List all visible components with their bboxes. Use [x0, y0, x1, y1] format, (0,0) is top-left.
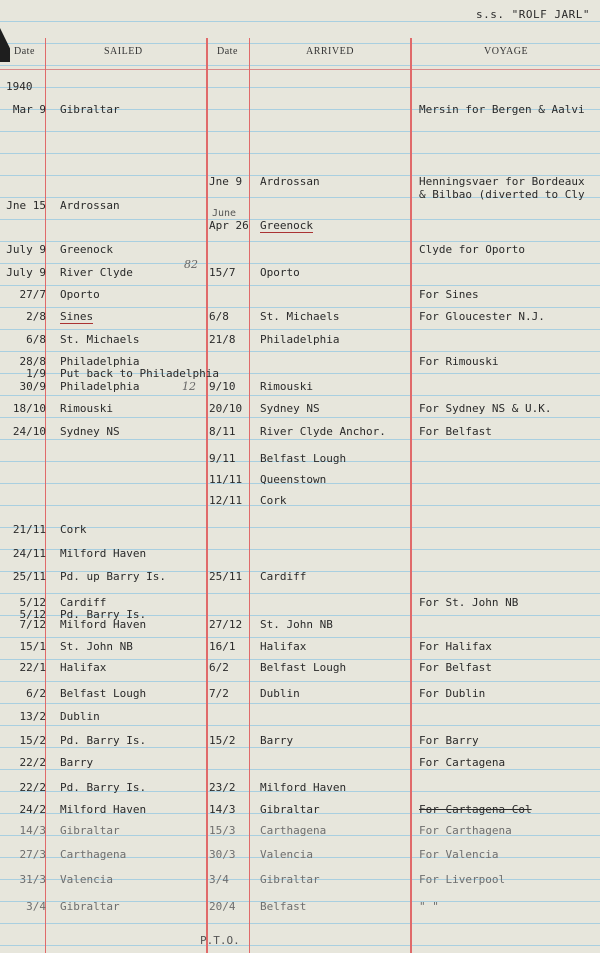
log-row	[0, 687, 600, 705]
sailed-date: 25/11	[12, 570, 46, 583]
sailed-port: Halifax	[60, 661, 107, 674]
log-row	[0, 873, 600, 891]
header-sailed: SAILED	[104, 46, 143, 57]
sailed-port: Ardrossan	[60, 199, 120, 212]
sailed-port: Carthagena	[60, 848, 127, 861]
arrived-date: Apr 26	[209, 219, 249, 232]
voyage-note: For Belfast	[419, 425, 492, 438]
log-row	[0, 219, 600, 237]
sailed-date: 28/8	[19, 355, 46, 368]
arrived-date: 20/10	[209, 402, 243, 415]
arrived-port: Oporto	[260, 266, 300, 279]
sailed-date: 6/8	[26, 333, 46, 346]
page-footer: P.T.O.	[200, 934, 240, 947]
arrived-date: 12/11	[209, 494, 243, 507]
sailed-port: Philadelphia	[60, 355, 140, 368]
arrived-port: Dublin	[260, 687, 300, 700]
header-arrived: ARRIVED	[306, 46, 354, 57]
arrived-date: 6/8	[209, 310, 229, 323]
pencil-mark: 82	[184, 258, 198, 271]
june-note: June	[212, 208, 237, 219]
sailed-port: St. John NB	[60, 640, 133, 653]
log-row	[0, 547, 600, 565]
arrived-port: Rimouski	[260, 380, 313, 393]
sailed-date: 22/2	[19, 781, 46, 794]
voyage-note: For Cartagena	[419, 756, 506, 769]
arrived-port: Valencia	[260, 848, 313, 861]
header-voyage: VOYAGE	[484, 46, 529, 57]
arrived-port: Belfast Lough	[260, 452, 347, 465]
log-row	[0, 473, 600, 491]
sailed-date: 5/12	[19, 596, 46, 609]
sailed-date: 6/2	[26, 687, 46, 700]
sailed-port: Gibraltar	[60, 900, 120, 913]
arrived-date: 15/3	[209, 824, 236, 837]
log-row	[0, 710, 600, 728]
sailed-date: 31/3	[19, 873, 46, 886]
arrived-port: Philadelphia	[260, 333, 340, 346]
arrived-port: Carthagena	[260, 824, 327, 837]
arrived-port: Belfast Lough	[260, 661, 347, 674]
log-row	[0, 494, 600, 512]
arrived-port: Queenstown	[260, 473, 327, 486]
sailed-date: 27/7	[19, 288, 46, 301]
arrived-port: St. Michaels	[260, 310, 340, 323]
arrived-date: 15/7	[209, 266, 236, 279]
voyage-note: & Bilbao (diverted to Cly	[419, 188, 585, 201]
sailed-port: Oporto	[60, 288, 100, 301]
arrived-date: 8/11	[209, 425, 236, 438]
voyage-note: For St. John NB	[419, 596, 519, 609]
sailed-date: 24/11	[12, 547, 46, 560]
arrived-date: 30/3	[209, 848, 236, 861]
arrived-date: 9/11	[209, 452, 236, 465]
log-row	[0, 425, 600, 443]
log-row	[0, 640, 600, 658]
log-row	[0, 824, 600, 842]
sailed-port: Cardiff	[60, 596, 107, 609]
sailed-port: Pd. Barry Is.	[60, 781, 147, 794]
sailed-date: 1/9	[26, 367, 46, 380]
sailed-date: 5/12	[19, 608, 46, 621]
pencil-mark: 12	[182, 380, 196, 393]
arrived-port: Belfast	[260, 900, 307, 913]
sailed-date: Mar 9	[12, 103, 46, 116]
arrived-port: St. John NB	[260, 618, 333, 631]
arrived-date: 9/10	[209, 380, 236, 393]
voyage-note: For Sines	[419, 288, 479, 301]
arrived-date: 21/8	[209, 333, 236, 346]
sailed-date: 13/2	[19, 710, 46, 723]
voyage-note: For Dublin	[419, 687, 486, 700]
arrived-date: 11/11	[209, 473, 243, 486]
voyage-note: For Gloucester N.J.	[419, 310, 545, 323]
arrived-port: Cardiff	[260, 570, 307, 583]
sailed-port: Sydney NS	[60, 425, 120, 438]
log-row	[0, 734, 600, 752]
arrived-port: Ardrossan	[260, 175, 320, 188]
voyage-note: For Belfast	[419, 661, 492, 674]
sailed-date: 22/1	[19, 661, 46, 674]
sailed-port: Milford Haven	[60, 618, 147, 631]
sailed-port: Belfast Lough	[60, 687, 147, 700]
sailed-port: Rimouski	[60, 402, 113, 415]
sailed-date: 24/10	[12, 425, 46, 438]
arrived-date: 14/3	[209, 803, 236, 816]
sailed-date: 14/3	[19, 824, 46, 837]
log-row	[0, 618, 600, 636]
sailed-port: Dublin	[60, 710, 100, 723]
arrived-date: 6/2	[209, 661, 229, 674]
arrived-port: Sydney NS	[260, 402, 320, 415]
log-row	[0, 452, 600, 470]
arrived-port: Cork	[260, 494, 287, 507]
log-row	[0, 803, 600, 821]
sailed-date: Jne 15	[6, 199, 46, 212]
sailed-date: 30/9	[19, 380, 46, 393]
log-row	[0, 848, 600, 866]
sailed-port: Sines	[60, 310, 94, 323]
voyage-note: Henningsvaer for Bordeaux	[419, 175, 585, 188]
sailed-port: Gibraltar	[60, 824, 120, 837]
voyage-note: For Halifax	[419, 640, 492, 653]
log-row	[0, 900, 600, 918]
sailed-port: Pd. Barry Is.	[60, 608, 147, 621]
arrived-date: 16/1	[209, 640, 236, 653]
header-date-arrived: Date	[217, 46, 238, 57]
voyage-note: Clyde for Oporto	[419, 243, 525, 256]
sailed-date: 27/3	[19, 848, 46, 861]
log-row	[0, 402, 600, 420]
log-row	[0, 570, 600, 588]
year-label: 1940	[6, 80, 33, 93]
sailed-date: 18/10	[12, 402, 46, 415]
arrived-date: 23/2	[209, 781, 236, 794]
voyage-note: For Barry	[419, 734, 479, 747]
arrived-port: Barry	[260, 734, 294, 747]
voyage-note: For Liverpool	[419, 873, 506, 886]
arrived-port: River Clyde Anchor.	[260, 425, 386, 438]
sailed-date: July 9	[6, 243, 46, 256]
voyage-note: For Carthagena	[419, 824, 512, 837]
sailed-port: Pd. up Barry Is.	[60, 570, 166, 583]
arrived-date: 27/12	[209, 618, 243, 631]
arrived-port: Gibraltar	[260, 873, 320, 886]
voyage-note: For Cartagena Col	[419, 803, 532, 816]
sailed-port: Barry	[60, 756, 94, 769]
log-row	[0, 781, 600, 799]
sailed-port: Gibraltar	[60, 103, 120, 116]
log-row	[0, 288, 600, 306]
sailed-date: 15/2	[19, 734, 46, 747]
sailed-port: Pd. Barry Is.	[60, 734, 147, 747]
log-row	[0, 333, 600, 351]
arrived-date: 3/4	[209, 873, 229, 886]
voyage-note: For Rimouski	[419, 355, 499, 368]
sailed-port: Philadelphia	[60, 380, 140, 393]
sailed-port: Put back to Philadelphia	[60, 367, 219, 380]
sailed-date: 15/1	[19, 640, 46, 653]
arrived-date: Jne 9	[209, 175, 243, 188]
sailed-port: Milford Haven	[60, 547, 147, 560]
sailed-date: 24/2	[19, 803, 46, 816]
sailed-port: Greenock	[60, 243, 113, 256]
arrived-date: 25/11	[209, 570, 243, 583]
header-date-sailed: Date	[14, 46, 35, 57]
arrived-port: Milford Haven	[260, 781, 347, 794]
arrived-date: 7/2	[209, 687, 229, 700]
sailed-date: 7/12	[19, 618, 46, 631]
ship-name: s.s. "ROLF JARL"	[476, 8, 590, 21]
sailed-port: St. Michaels	[60, 333, 140, 346]
log-row	[0, 103, 600, 121]
sailed-date: 21/11	[12, 523, 46, 536]
log-row	[0, 380, 600, 398]
voyage-note: " "	[419, 900, 439, 913]
arrived-port: Halifax	[260, 640, 307, 653]
arrived-port: Greenock	[260, 219, 313, 232]
arrived-port: Gibraltar	[260, 803, 320, 816]
voyage-note: For Sydney NS & U.K.	[419, 402, 552, 415]
log-row	[0, 661, 600, 679]
log-row	[0, 199, 600, 217]
sailed-port: Cork	[60, 523, 87, 536]
sailed-port: Valencia	[60, 873, 113, 886]
arrived-date: 20/4	[209, 900, 236, 913]
sailed-date: 2/8	[26, 310, 46, 323]
log-row	[0, 523, 600, 541]
log-row	[0, 243, 600, 261]
sailed-port: River Clyde	[60, 266, 133, 279]
voyage-note: For Valencia	[419, 848, 499, 861]
log-row	[0, 756, 600, 774]
sailed-date: 22/2	[19, 756, 46, 769]
sailed-port: Milford Haven	[60, 803, 147, 816]
log-row	[0, 310, 600, 328]
sailed-date: 3/4	[26, 900, 46, 913]
voyage-note: Mersin for Bergen & Aalvi	[419, 103, 585, 116]
arrived-date: 15/2	[209, 734, 236, 747]
sailed-date: July 9	[6, 266, 46, 279]
log-row	[0, 266, 600, 284]
